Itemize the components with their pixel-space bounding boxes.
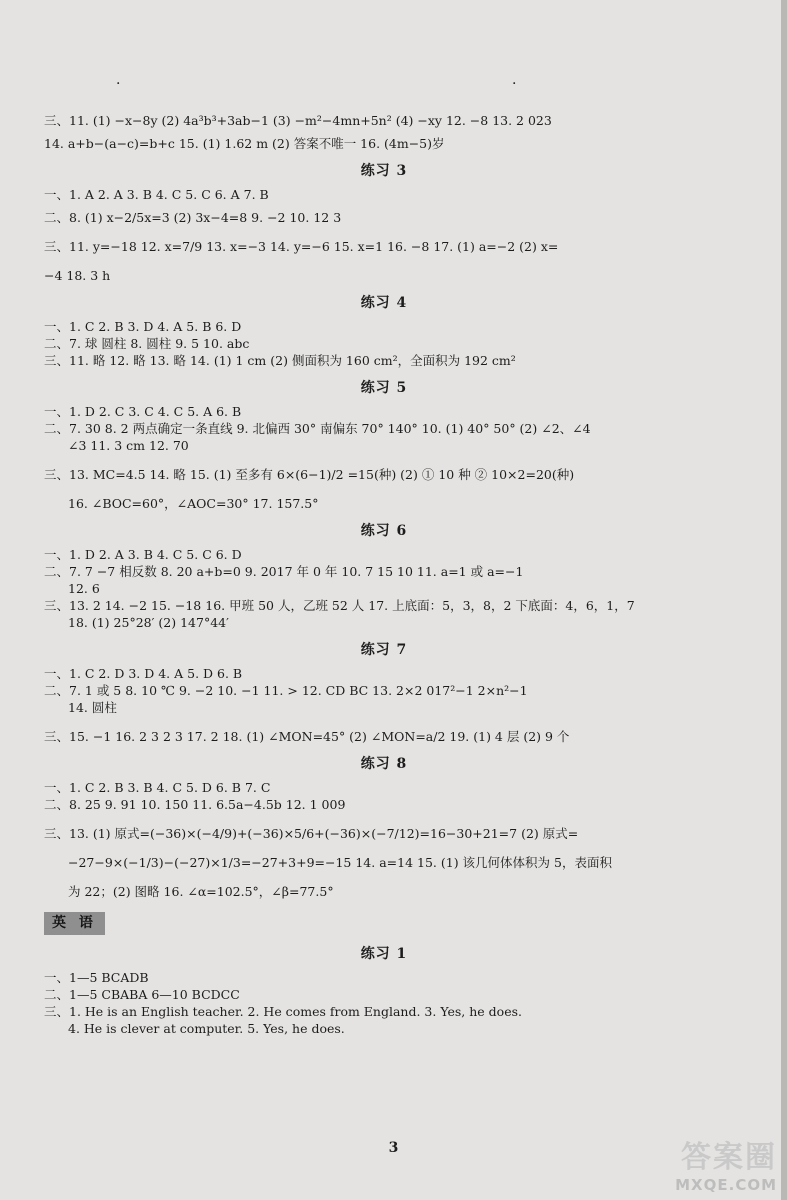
answer-line: 4. He is clever at computer. 5. Yes, he does.	[68, 1021, 345, 1036]
answer-line: 16. ∠BOC=60°，∠AOC=30° 17. 157.5°	[68, 496, 319, 511]
section-title-6: 练习 6	[360, 523, 408, 539]
answer-line: 三、13. (1) 原式=(−36)×(−4/9)+(−36)×5/6+(−36)×(−7/12)=16−30+21=7 (2) 原式=	[44, 826, 579, 841]
watermark-brand: 答案圈	[681, 1140, 777, 1175]
answer-content	[44, 112, 724, 1037]
answer-line: 一、1. D 2. C 3. C 4. C 5. A 6. B	[44, 404, 242, 419]
answer-line: 二、7. 7 −7 相反数 8. 20 a+b=0 9. 2017 年 0 年 10. 7 15 10 11. a=1 或 a=−1	[44, 564, 524, 579]
answer-line: 二、7. 1 或 5 8. 10 ℃ 9. −2 10. −1 11. > 12. CD BC 13. 2×2 017²−1 2×n²−1	[44, 683, 528, 698]
answer-line: 一、1—5 BCADB	[44, 970, 149, 985]
subject-label-english: 英 语	[44, 912, 105, 935]
answer-line: 二、1—5 CBABA 6—10 BCDCC	[44, 987, 240, 1002]
answer-line: 三、13. 2 14. −2 15. −18 16. 甲班 50 人，乙班 52 人 17. 上底面：5，3，8，2 下底面：4，6，1，7	[44, 598, 635, 613]
answer-line: 三、13. MC=4.5 14. 略 15. (1) 至多有 6×(6−1)/2 =15(种) (2) ① 10 种 ② 10×2=20(种)	[44, 467, 575, 482]
page-number: 3	[388, 1140, 399, 1156]
section-title-5: 练习 5	[360, 380, 408, 396]
answer-line: 一、1. D 2. A 3. B 4. C 5. C 6. D	[44, 547, 242, 562]
watermark-logo	[637, 1132, 777, 1194]
answer-line: 二、7. 30 8. 2 两点确定一条直线 9. 北偏西 30° 南偏东 70° 140° 10. (1) 40° 50° (2) ∠2、∠4	[44, 421, 591, 436]
answer-line: 12. 6	[68, 581, 100, 596]
section-title-english-1: 练习 1	[360, 946, 408, 962]
answer-line: 三、11. (1) −x−8y (2) 4a³b³+3ab−1 (3) −m²−4mn+5n² (4) −xy 12. −8 13. 2 023	[44, 113, 552, 128]
scan-dot: ·	[116, 76, 121, 92]
answer-line: ∠3 11. 3 cm 12. 70	[68, 438, 189, 453]
answer-line: 三、1. He is an English teacher. 2. He comes from England. 3. Yes, he does.	[44, 1004, 522, 1019]
answer-line: 三、15. −1 16. 2 3 2 3 17. 2 18. (1) ∠MON=45° (2) ∠MON=a/2 19. (1) 4 层 (2) 9 个	[44, 729, 570, 744]
answer-line: −4 18. 3 h	[44, 268, 111, 283]
answer-line: 二、8. (1) x−2/5x=3 (2) 3x−4=8 9. −2 10. 12 3	[44, 210, 342, 225]
section-title-4: 练习 4	[360, 295, 408, 311]
answer-line: −27−9×(−1/3)−(−27)×1/3=−27+3+9=−15 14. a=14 15. (1) 该几何体体积为 5，表面积	[68, 855, 612, 870]
answer-line: 14. 圆柱	[68, 700, 117, 715]
watermark-url: MXQE.COM	[675, 1176, 777, 1194]
answer-line: 18. (1) 25°28′ (2) 147°44′	[68, 615, 229, 630]
answer-line: 为 22；(2) 图略 16. ∠α=102.5°，∠β=77.5°	[68, 884, 334, 899]
section-title-7: 练习 7	[360, 642, 408, 658]
answer-line: 一、1. C 2. B 3. B 4. C 5. D 6. B 7. C	[44, 780, 271, 795]
answer-line: 一、1. C 2. B 3. D 4. A 5. B 6. D	[44, 319, 242, 334]
answer-line: 三、11. 略 12. 略 13. 略 14. (1) 1 cm (2) 侧面积为 160 cm²，全面积为 192 cm²	[44, 353, 516, 368]
answer-line: 二、7. 球 圆柱 8. 圆柱 9. 5 10. abc	[44, 336, 250, 351]
answer-line: 二、8. 25 9. 91 10. 150 11. 6.5a−4.5b 12. 1 009	[44, 797, 346, 812]
section-title-3: 练习 3	[360, 163, 408, 179]
answer-line: 一、1. C 2. D 3. D 4. A 5. D 6. B	[44, 666, 243, 681]
section-title-8: 练习 8	[360, 756, 408, 772]
scan-dot: ·	[512, 76, 517, 92]
answer-line: 一、1. A 2. A 3. B 4. C 5. C 6. A 7. B	[44, 187, 269, 202]
answer-line: 三、11. y=−18 12. x=7/9 13. x=−3 14. y=−6 15. x=1 16. −8 17. (1) a=−2 (2) x=	[44, 239, 559, 254]
answer-line: 14. a+b−(a−c)=b+c 15. (1) 1.62 m (2) 答案不唯一 16. (4m−5)岁	[44, 136, 445, 151]
